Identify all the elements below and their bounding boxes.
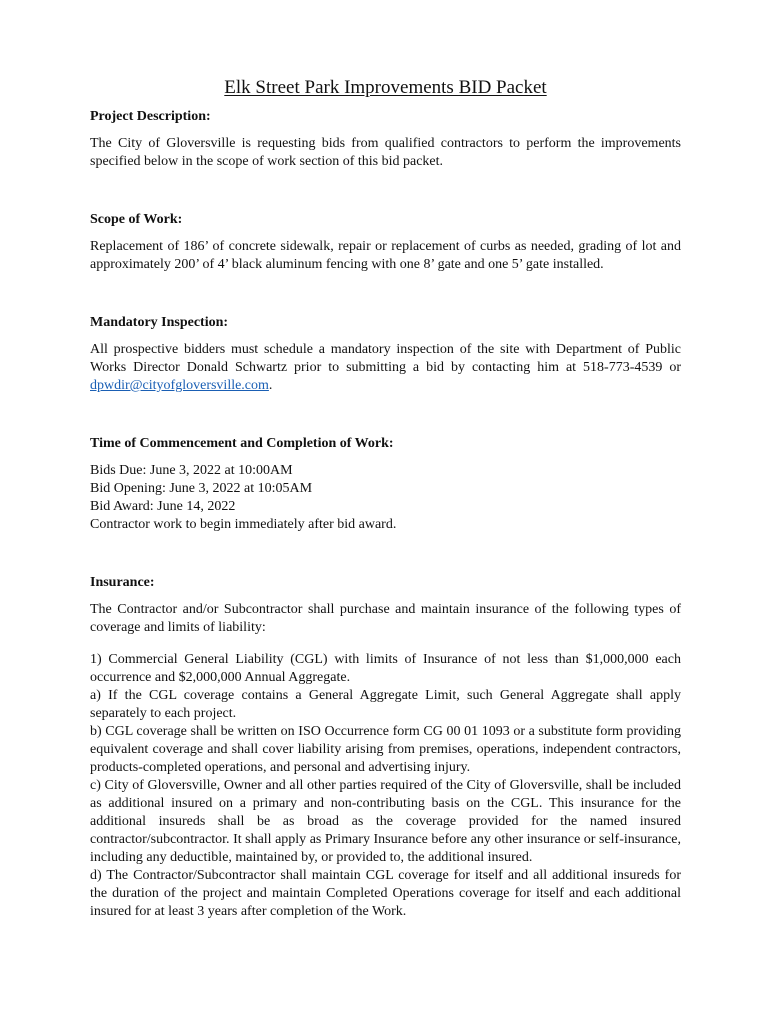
scope-of-work-text: Replacement of 186’ of concrete sidewalk, repair or replacement of curbs as needed, grading of lot and approximately 200’ of 4’ black aluminum fencing with one 8’ gate and one 5’ gate installed.	[90, 239, 681, 272]
section-scope-of-work	[90, 211, 681, 274]
section-timeline	[90, 435, 681, 534]
insurance-items	[90, 651, 681, 921]
insurance-item-b: b) CGL coverage shall be written on ISO Occurrence form CG 00 01 1093 or a substitute form providing equivalent coverage and shall cover liability arising from premises, operations, independent contractors, products-completed operations, and personal and advertising injury.	[90, 724, 681, 775]
scope-of-work-heading: Scope of Work:	[90, 212, 183, 227]
section-project-description	[90, 108, 681, 171]
mandatory-inspection-body: All prospective bidders must schedule a mandatory inspection of the site with Department of Public Works Director Donald Schwartz prior to submitting a bid by contacting him at 518-773-4539 or	[90, 342, 681, 375]
insurance-item-d: d) The Contractor/Subcontractor shall maintain CGL coverage for itself and all additional insureds for the duration of the project and maintain Completed Operations coverage for itself and each additional insured for at least 3 years after completion of the Work.	[90, 868, 681, 919]
section-insurance	[90, 574, 681, 921]
document-title: Elk Street Park Improvements BID Packet	[224, 77, 547, 98]
bid-opening-line: Bid Opening: June 3, 2022 at 10:05AM	[90, 481, 313, 496]
project-description-heading: Project Description:	[90, 109, 211, 124]
insurance-item-a: a) If the CGL coverage contains a General Aggregate Limit, such General Aggregate shall apply separately to each project.	[90, 688, 681, 721]
insurance-heading: Insurance:	[90, 575, 155, 590]
mandatory-inspection-heading: Mandatory Inspection:	[90, 315, 229, 330]
mandatory-inspection-text	[90, 341, 681, 395]
document-body	[90, 76, 681, 921]
timeline-heading: Time of Commencement and Completion of Work:	[90, 436, 394, 451]
mandatory-inspection-end: .	[268, 378, 273, 393]
insurance-intro: The Contractor and/or Subcontractor shall purchase and maintain insurance of the following types of coverage and limits of liability:	[90, 602, 681, 635]
bids-due-line: Bids Due: June 3, 2022 at 10:00AM	[90, 463, 293, 478]
insurance-item-c: c) City of Gloversville, Owner and all other parties required of the City of Gloversville, shall be included as additional insured on a primary and non-contributing basis on the CGL. This insurance for the additional insureds shall be as broad as the coverage provided for the named insured contractor/subcontractor. It shall apply as Primary Insurance before any other insurance or self-insurance, including any deductible, maintained by, or provided to, the additional insured.	[90, 778, 681, 865]
work-start-line: Contractor work to begin immediately after bid award.	[90, 517, 397, 532]
contact-email-link[interactable]: dpwdir@cityofgloversville.com	[90, 378, 269, 393]
timeline-lines	[90, 462, 681, 534]
project-description-text: The City of Gloversville is requesting bids from qualified contractors to perform the improvements specified below in the scope of work section of this bid packet.	[90, 136, 681, 169]
insurance-item-1: 1) Commercial General Liability (CGL) with limits of Insurance of not less than $1,000,000 each occurrence and $2,000,000 Annual Aggregate.	[90, 652, 681, 685]
section-mandatory-inspection	[90, 314, 681, 395]
bid-award-line: Bid Award: June 14, 2022	[90, 499, 236, 514]
